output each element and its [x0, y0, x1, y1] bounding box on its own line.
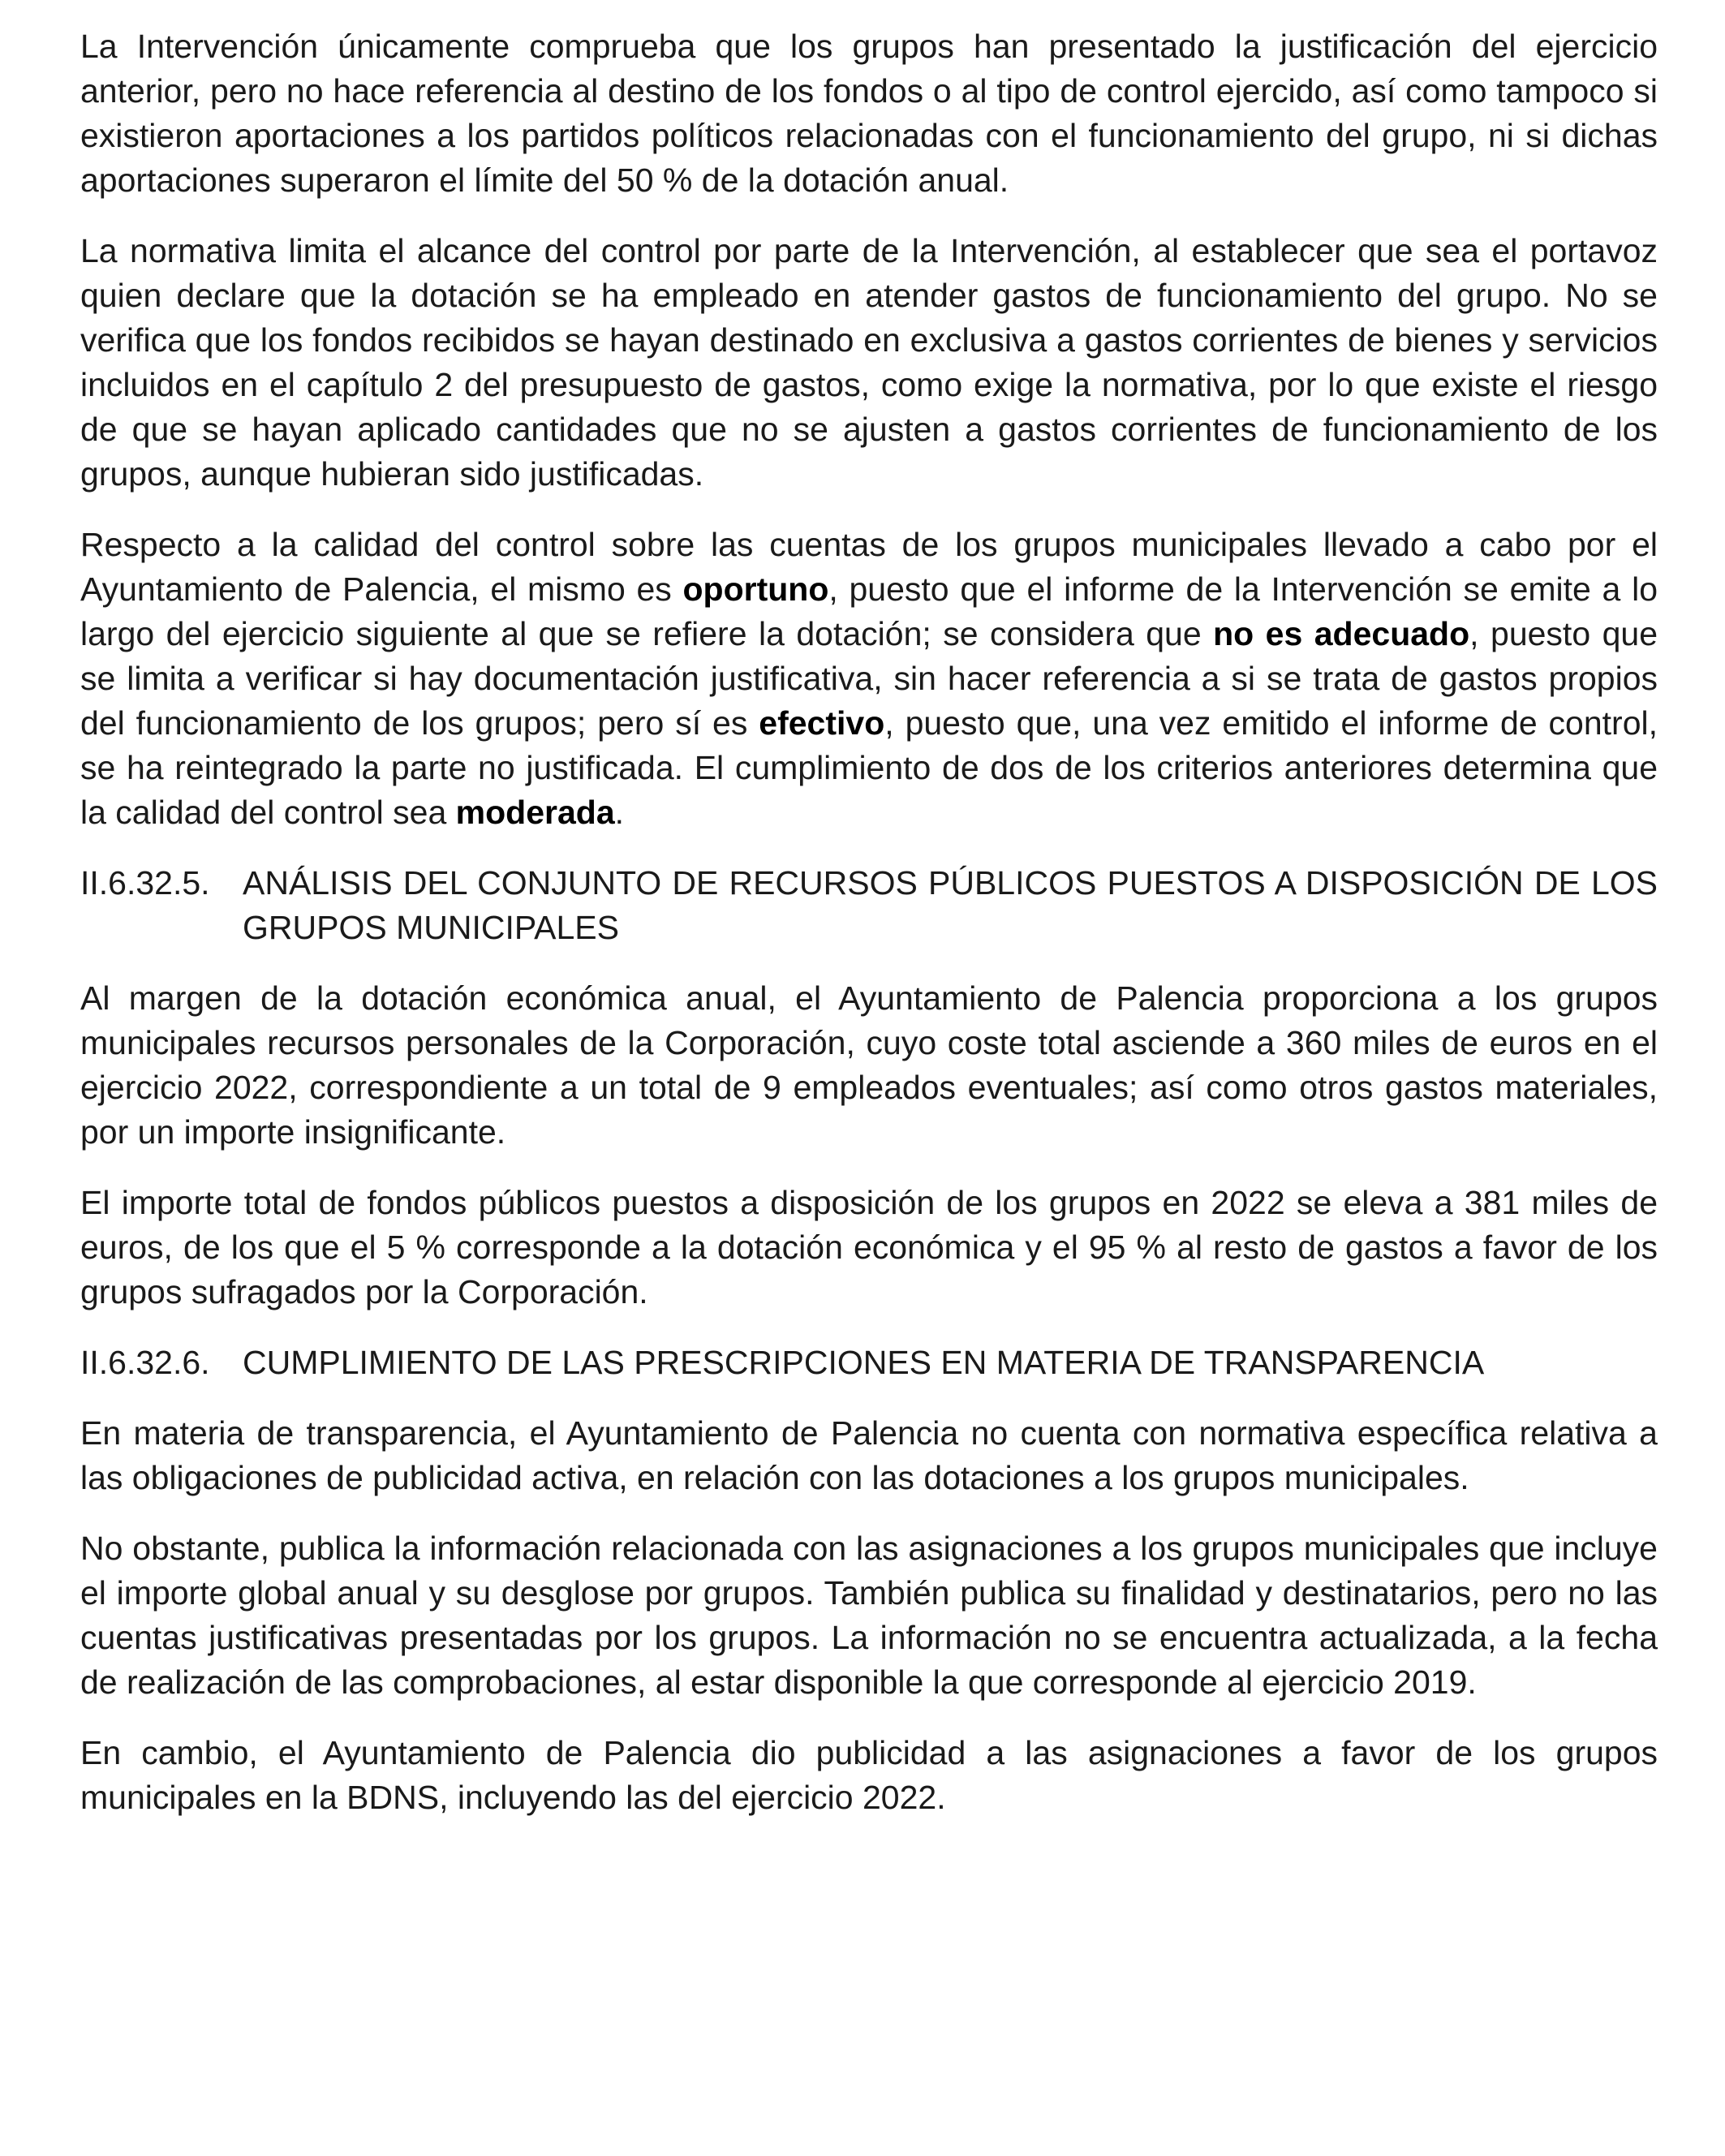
control-quality-text-1: Respecto a la calidad del control sobre las cuentas de los grupos municipales llevado a cabo por el Ayuntamiento de Palencia, el mismo es: [80, 526, 1658, 608]
section-title: ANÁLISIS DEL CONJUNTO DE RECURSOS PÚBLICOS PUESTOS A DISPOSICIÓN DE LOS GRUPOS MUNICIPALES: [243, 864, 1658, 946]
control-quality-text-5: .: [614, 794, 625, 831]
control-quality-text-3: , puesto que se limita a verificar si hay documentación justificativa, sin hacer referencia a si se trata de gastos propios del funcionamiento de los grupos; pero sí es: [80, 615, 1658, 742]
section-number: II.6.32.5.: [80, 864, 210, 902]
section-number: II.6.32.6.: [80, 1344, 210, 1381]
paragraph-control-quality: [80, 523, 1658, 835]
paragraph-transparency-rules: En materia de transparencia, el Ayuntamiento de Palencia no cuenta con normativa específica relativa a las obligaciones de publicidad activa, en relación con las dotaciones a los grupos municipales.: [80, 1414, 1658, 1496]
bold-moderada: moderada: [455, 794, 615, 831]
paragraph-total-funds: El importe total de fondos públicos puestos a disposición de los grupos en 2022 se eleva a 381 miles de euros, de los que el 5 % corresponde a la dotación económica y el 95 % al resto de gastos a favor de los grupos sufragados por la Corporación.: [80, 1184, 1658, 1310]
document-page: [80, 24, 1658, 1846]
section-heading-resources: [80, 861, 1658, 950]
paragraph-publication: No obstante, publica la información relacionada con las asignaciones a los grupos municipales que incluye el importe global anual y su desglose por grupos. También publica su finalidad y destinatarios, pero no las cuentas justificativas presentadas por los grupos. La información no se encuentra actualizada, a la fecha de realización de las comprobaciones, al estar disponible la que corresponde al ejercicio 2019.: [80, 1530, 1658, 1701]
bold-efectivo: efectivo: [759, 704, 885, 742]
section-heading-transparency: [80, 1341, 1658, 1385]
paragraph-resources: Al margen de la dotación económica anual, el Ayuntamiento de Palencia proporciona a los grupos municipales recursos personales de la Corporación, cuyo coste total asciende a 360 miles de euros en el ejercicio 2022, correspondiente a un total de 9 empleados eventuales; así como otros gastos materiales, por un importe insignificante.: [80, 979, 1658, 1151]
control-quality-text-2: , puesto que el informe de la Intervención se emite a lo largo del ejercicio siguiente al que se refiere la dotación; se considera que: [80, 570, 1658, 652]
section-title: CUMPLIMIENTO DE LAS PRESCRIPCIONES EN MATERIA DE TRANSPARENCIA: [243, 1344, 1485, 1381]
paragraph-bdns: En cambio, el Ayuntamiento de Palencia dio publicidad a las asignaciones a favor de los grupos municipales en la BDNS, incluyendo las del ejercicio 2022.: [80, 1734, 1658, 1816]
paragraph-intervention-check: La Intervención únicamente comprueba que los grupos han presentado la justificación del ejercicio anterior, pero no hace referencia al destino de los fondos o al tipo de control ejercido, así como tampoco si existieron aportaciones a los partidos políticos relacionadas con el funcionamiento del grupo, ni si dichas aportaciones superaron el límite del 50 % de la dotación anual.: [80, 28, 1658, 199]
control-quality-text-4: , puesto que, una vez emitido el informe de control, se ha reintegrado la parte no justificada. El cumplimiento de dos de los criterios anteriores determina que la calidad del control sea: [80, 704, 1658, 831]
bold-oportuno: oportuno: [682, 570, 829, 608]
bold-no-es-adecuado: no es adecuado: [1213, 615, 1470, 652]
paragraph-regulation-scope: La normativa limita el alcance del control por parte de la Intervención, al establecer que sea el portavoz quien declare que la dotación se ha empleado en atender gastos de funcionamiento del grupo. No se verifica que los fondos recibidos se hayan destinado en exclusiva a gastos corrientes de bienes y servicios incluidos en el capítulo 2 del presupuesto de gastos, como exige la normativa, por lo que existe el riesgo de que se hayan aplicado cantidades que no se ajusten a gastos corrientes de funcionamiento de los grupos, aunque hubieran sido justificadas.: [80, 232, 1658, 493]
